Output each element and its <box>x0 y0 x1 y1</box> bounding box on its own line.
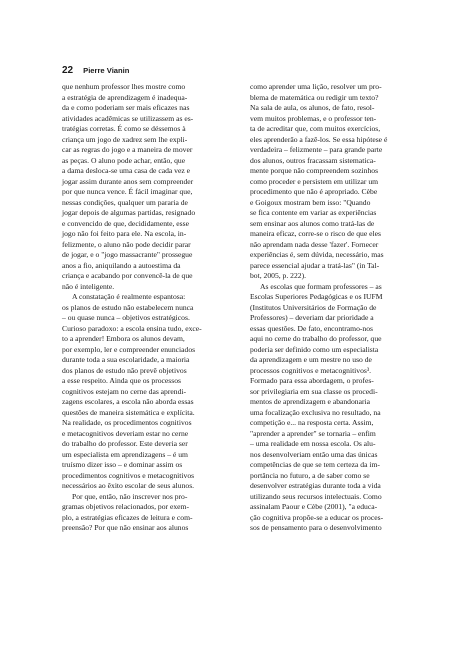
text-line: um especialista em aprendizagens – é um <box>62 449 188 459</box>
text-line: Escolas Superiores Pedagógicas e os IUFM <box>250 292 383 301</box>
text-line: parece essencial ajudar a tratá-las" (in Tal- <box>250 260 380 270</box>
text-line: eles aprenderão a fazê-los. Se essa hipótese é <box>250 134 388 144</box>
text-line: a estratégia de aprendizagem é inadequa- <box>62 92 188 102</box>
text-line: por que nunca vence. É fácil imaginar que, <box>62 187 193 196</box>
text-line: procedimento que não é apropriado. Cèbe <box>250 187 378 196</box>
text-line: As escolas que formam professores – as <box>260 281 382 291</box>
text-line: blema de matemática ou redigir um texto? <box>250 92 379 102</box>
text-line: nessas condições, qualquer um pararia de <box>62 197 188 207</box>
text-line: e metacognitivos deveriam estar no cerne <box>62 428 189 438</box>
text-line: como aprender uma lição, resolver um pro- <box>250 82 382 91</box>
text-line: como proceder e persistem em utilizar um <box>250 176 379 186</box>
text-line: assinalam Paour e Cèbe (2001), "a educa- <box>250 502 378 511</box>
text-line: dos planos de estudo não prevê objetivos <box>62 365 187 375</box>
text-line: processos cognitivos e metacognitivos³. <box>250 365 372 375</box>
text-line: mente porque não compreendem sozinhos <box>250 166 379 175</box>
text-line: ta de acreditar que, com muitos exercícios, <box>250 124 381 133</box>
text-line: Na sala de aula, os alunos, de fato, resol- <box>250 103 375 112</box>
text-line: e Goigoux mostram bem isso: "Quando <box>250 197 371 207</box>
text-line: felizmente, o aluno não pode decidir parar <box>62 239 191 249</box>
text-line: do trabalho do professor. Este deveria ser <box>62 439 188 448</box>
text-line: aqui no cerne do trabalho do professor, que <box>250 334 382 343</box>
text-line: as peças. O aluno pode achar, então, que <box>62 155 186 165</box>
text-line: sos de pensamento para o desenvolvimento <box>250 523 382 532</box>
running-header <box>62 65 129 76</box>
text-line: gramas objetivos relacionados, por exem- <box>62 502 189 511</box>
text-line: to a aprender! Embora os alunos devam, <box>62 334 185 343</box>
page-number: 22 <box>62 65 74 76</box>
text-line: ção cognitiva propõe-se a educar os proces- <box>250 512 384 522</box>
text-line: de jogar, e o "jogo massacrante" prossegue <box>62 250 193 259</box>
text-line: desenvolver estratégias durante toda a vida <box>250 481 381 490</box>
text-line: por exemplo, ler e compreender enunciados <box>62 344 196 354</box>
text-line: não é inteligente. <box>62 281 115 291</box>
text-line: maneira eficaz, corre-se o risco de que eles <box>250 229 381 238</box>
text-line: questões de maneira sistemática e explícita. <box>62 407 195 417</box>
text-line: da e como poderiam ser mais eficazes nas <box>62 103 190 112</box>
text-line: sor privilegiaria em sua classe os procedi- <box>250 386 378 396</box>
text-line: "aprender a aprender" se tornaria – enfim <box>250 428 376 438</box>
text-line: zagens escolares, a escola não aborda essas <box>62 397 194 406</box>
text-line: atividades acadêmicas se utilizassem as es- <box>62 113 194 123</box>
left-text-column <box>62 82 222 534</box>
text-line: e convencido de que, decididamente, esse <box>62 218 189 228</box>
text-line: criança um jogo de xadrez sem lhe expli- <box>62 134 188 144</box>
text-line: essas questões. De fato, encontramo-nos <box>250 323 373 333</box>
text-line: Na realidade, os procedimentos cognitivos <box>62 418 192 427</box>
text-line: tratégias corretas. É como se déssemos à <box>62 124 186 133</box>
text-line: vem muitos problemas, e o professor ten- <box>250 113 377 123</box>
text-line: Por que, então, não inscrever nos pro- <box>72 491 188 501</box>
text-line: anos a fio, aniquilando a autoestima da <box>62 260 181 270</box>
text-line: jogar assim durante anos sem compreender <box>62 176 194 186</box>
text-line: truísmo dizer isso – e dominar assim os <box>62 460 183 469</box>
text-line: a dama desloca-se uma casa de cada vez e <box>62 166 191 175</box>
text-line: criança e acabando por convencê-la de que <box>62 271 193 280</box>
text-line: os planos de estudo não estabelecem nunca <box>62 302 194 312</box>
text-line: jogar depois de algumas partidas, resignado <box>62 208 196 217</box>
text-line: – uma realidade em nossa escola. Os alu- <box>250 439 376 448</box>
text-line: uma focalização exclusiva no resultado, na <box>250 407 381 417</box>
text-line: competências de que se tem certeza da im- <box>250 460 380 469</box>
text-line: dos alunos, outros fracassam sistematica- <box>250 155 376 165</box>
text-line: verdadeira – felizmente – para grande parte <box>250 145 383 154</box>
text-line: que nenhum professor lhes mostre como <box>62 82 186 91</box>
text-line: mentos de aprendizagem e abandonaria <box>250 397 371 406</box>
text-line: se fica contente em variar as experiências <box>250 208 377 217</box>
text-line: – ou quase nunca – objetivos estratégicos. <box>62 313 190 322</box>
text-line: nos desenvolveriam então uma das únicas <box>250 449 378 459</box>
text-line: portância no futuro, a de saber como se <box>250 470 370 480</box>
text-line: A constatação é realmente espantosa: <box>72 292 186 301</box>
running-head-author: Pierre Vianin <box>83 66 130 75</box>
text-line: plo, a estratégias eficazes de leitura e com- <box>62 512 193 522</box>
text-line: durante toda a sua escolaridade, a maioria <box>62 355 190 364</box>
text-line: utilizando seus recursos intelectuais. Como <box>250 491 382 501</box>
text-line: necessários ao êxito escolar de seus alunos. <box>62 481 195 490</box>
text-line: poderia ser definido como um especialista <box>250 344 379 354</box>
text-line: sem ensinar aos alunos como tratá-las de <box>250 218 375 228</box>
text-line: a esse respeito. Ainda que os processos <box>62 376 181 385</box>
text-line: car as regras do jogo e a maneira de mover <box>62 145 193 154</box>
text-line: da aprendizagem e um mestre no uso de <box>250 355 372 364</box>
text-line: preensão? Por que não ensinar aos alunos <box>62 523 189 532</box>
text-line: não aprendam nada desse 'fazer'. Fornecer <box>250 239 379 249</box>
text-line: competição e... na resposta certa. Assim, <box>250 418 374 427</box>
text-line: Professores) – deveriam dar prioridade a <box>250 313 374 322</box>
text-line: bot, 2005, p. 222). <box>250 271 307 280</box>
text-line: Formado para essa abordagem, o profes- <box>250 376 374 385</box>
right-text-column <box>250 82 410 534</box>
text-line: experiências é, sem dúvida, necessário, mas <box>250 250 384 259</box>
text-line: procedimentos cognitivos e metacognitivos <box>62 470 195 480</box>
text-line: cognitivos estejam no cerne das aprendi- <box>62 386 187 396</box>
text-line: (Institutos Universitários de Formação de <box>250 302 377 312</box>
text-line: Curioso paradoxo: a escola ensina tudo, exce- <box>62 323 202 333</box>
text-line: jogo não foi feito para ele. Na escola, in- <box>62 229 187 238</box>
